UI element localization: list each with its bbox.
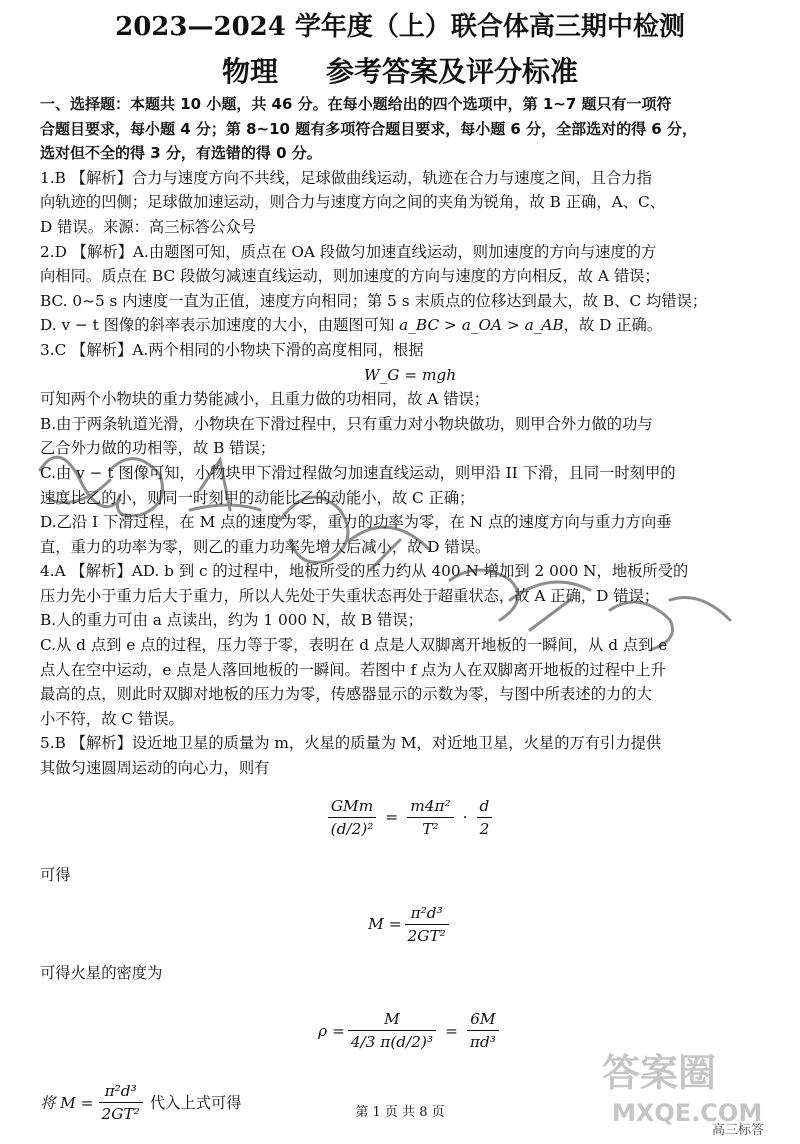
numerator: GMm <box>328 795 377 818</box>
text-line: C.由 v − t 图像可知，小物块甲下滑过程做匀加速直线运动，则甲沿 II 下滑，且同一时刻甲的 <box>40 463 676 482</box>
text-line: D.乙沿 I 下滑过程，在 M 点的速度为零，重力的功率为零，在 N 点的速度方向与重力方向垂 <box>40 513 672 532</box>
text-line: 4.A 【解析】AD. b 到 c 的过程中，地板所受的压力约从 400 N 增加到 2 000 N，地板所受的 <box>40 562 689 581</box>
line-suffix: 代入上式可得 <box>149 1093 242 1112</box>
text-line: 可得火星的密度为 <box>40 964 163 983</box>
document-body <box>40 92 780 1128</box>
text-line: B.由于两条轨道光滑，小物块在下滑过程中，只有重力对小物块做功，则甲合外力做的功与 <box>40 414 653 433</box>
text-line: 2.D 【解析】A.由题图可知，质点在 OA 段做匀加速直线运动，则加速度的方向与速度的方 <box>40 242 657 261</box>
line-suffix: ，故 D 正确。 <box>563 316 663 335</box>
text-line: C.从 d 点到 e 点的过程，压力等于零，表明在 d 点是人双脚离开地板的一瞬间，从 d 点到 e <box>40 636 668 655</box>
text-line: D 错误。来源：高三标答公众号 <box>40 217 256 236</box>
question-1-explanation <box>40 166 780 240</box>
site-logo <box>592 1036 782 1136</box>
text-line: 其做匀速圆周运动的向心力，则有 <box>40 759 270 778</box>
acceleration-formula: a_BC > a_OA > a_AB <box>399 316 564 335</box>
text-line: 可知两个小物块的重力势能减小，且重力做的功相同，故 A 错误； <box>40 390 490 409</box>
denominator: πd³ <box>469 1033 496 1052</box>
fraction <box>477 795 493 840</box>
text-line: 压力先小于重力后大于重力，所以人先处于失重状态再处于超重状态，故 A 正确，D 错误； <box>40 586 660 605</box>
equation-lhs: M = <box>368 914 402 933</box>
equals-sign: = <box>445 1021 458 1040</box>
text-line: 一、选择题：本题共 10 小题，共 46 分。在每小题给出的四个选项中，第 1~7 题只有一项符 <box>40 95 672 113</box>
text-line: 小不符，故 C 错误。 <box>40 709 184 728</box>
text-line: 向轨迹的凹侧；足球做加速运动，则合力与速度方向之间的夹角为锐角，故 B 正确，A、C、 <box>40 193 666 212</box>
numerator: 6M <box>467 1008 499 1031</box>
logo-url-text: MXQE.COM <box>612 1099 763 1127</box>
fraction <box>328 795 377 840</box>
fraction <box>348 1008 436 1053</box>
text-line: 可得 <box>40 865 71 884</box>
logo-main-text: 答案圈 <box>602 1051 717 1095</box>
logo-small-text: 高三标答 <box>712 1123 765 1136</box>
numerator: π²d³ <box>405 902 449 925</box>
document-title: 2023—2024 学年度（上）联合体高三期中检测 <box>115 12 685 42</box>
text-line: BC. 0~5 s 内速度一直为正值，速度方向相同；第 5 s 末质点的位移达到最大，故 B、C 均错误； <box>40 291 708 310</box>
text-line <box>40 313 780 338</box>
text-line: 直，重力的功率为零，则乙的重力功率先增大后减小，故 D 错误。 <box>40 537 491 556</box>
text-line: 向相同。质点在 BC 段做匀减速直线运动，则加速度的方向与速度的方向相反，故 A 错误； <box>40 267 660 286</box>
numerator: d <box>477 795 493 818</box>
numerator: m4π² <box>407 795 453 818</box>
line-prefix: D. v − t 图像的斜率表示加速度的大小，由题图可知 <box>40 316 400 335</box>
text-line: 1.B 【解析】合力与速度方向不共线，足球做曲线运动，轨迹在合力与速度之间，且合力指 <box>40 168 652 187</box>
question-3-explanation <box>40 338 780 559</box>
line-prefix: 将 M = <box>40 1093 94 1112</box>
answer-key-label: 参考答案及评分标准 <box>326 55 579 88</box>
gravity-equation <box>40 785 780 851</box>
page-number: 第 1 页 共 8 页 <box>355 1105 445 1120</box>
numerator: π²d³ <box>99 1080 143 1103</box>
text-line: B.人的重力可由 a 点读出，约为 1 000 N，故 B 错误； <box>40 611 423 630</box>
text-line: 最高的点，则此时双脚对地板的压力为零，传感器显示的示数为零，与图中所表述的力的大 <box>40 685 652 704</box>
question-2-explanation <box>40 240 780 338</box>
fraction <box>407 795 453 840</box>
text-line: 点人在空中运动，e 点是人落回地板的一瞬间。若图中 f 点为人在双脚离开地板的过程中上升 <box>40 660 666 679</box>
subject-label: 物理 <box>221 55 278 88</box>
text-line: 5.B 【解析】设近地卫星的质量为 m，火星的质量为 M，对近地卫星，火星的万有引力提供 <box>40 734 662 753</box>
document-subtitle <box>0 50 800 90</box>
denominator: T² <box>422 820 439 839</box>
equals-sign: = <box>385 808 399 827</box>
multiply-sign: · <box>462 808 468 827</box>
text-line: 3.C 【解析】A.两个相同的小物块下滑的高度相同，根据 <box>40 340 424 359</box>
numerator: M <box>348 1008 436 1031</box>
work-formula: W_G = mgh <box>363 365 457 384</box>
denominator: 4/3 π(d/2)³ <box>350 1033 434 1052</box>
mass-equation <box>40 893 780 955</box>
denominator: 2GT² <box>407 926 446 945</box>
section-heading <box>40 92 780 166</box>
fraction <box>405 902 449 947</box>
denominator: (d/2)² <box>330 820 374 839</box>
question-4-explanation <box>40 559 780 731</box>
text-line: 乙合外力做的功相等，故 B 错误； <box>40 439 276 458</box>
text-line: 选对但不全的得 3 分，有选错的得 0 分。 <box>40 144 322 163</box>
denominator: 2 <box>479 820 490 839</box>
fraction <box>467 1008 499 1053</box>
text-line: 合题目要求，每小题 4 分；第 8~10 题有多项符合题目要求，每小题 6 分，全部选对的得 6 分， <box>40 119 697 138</box>
denominator: 2GT² <box>101 1105 140 1124</box>
text-line: 速度比乙的小，则同一时刻甲的动能比乙的动能小，故 C 正确； <box>40 488 475 507</box>
equation-lhs: ρ = <box>318 1021 345 1040</box>
